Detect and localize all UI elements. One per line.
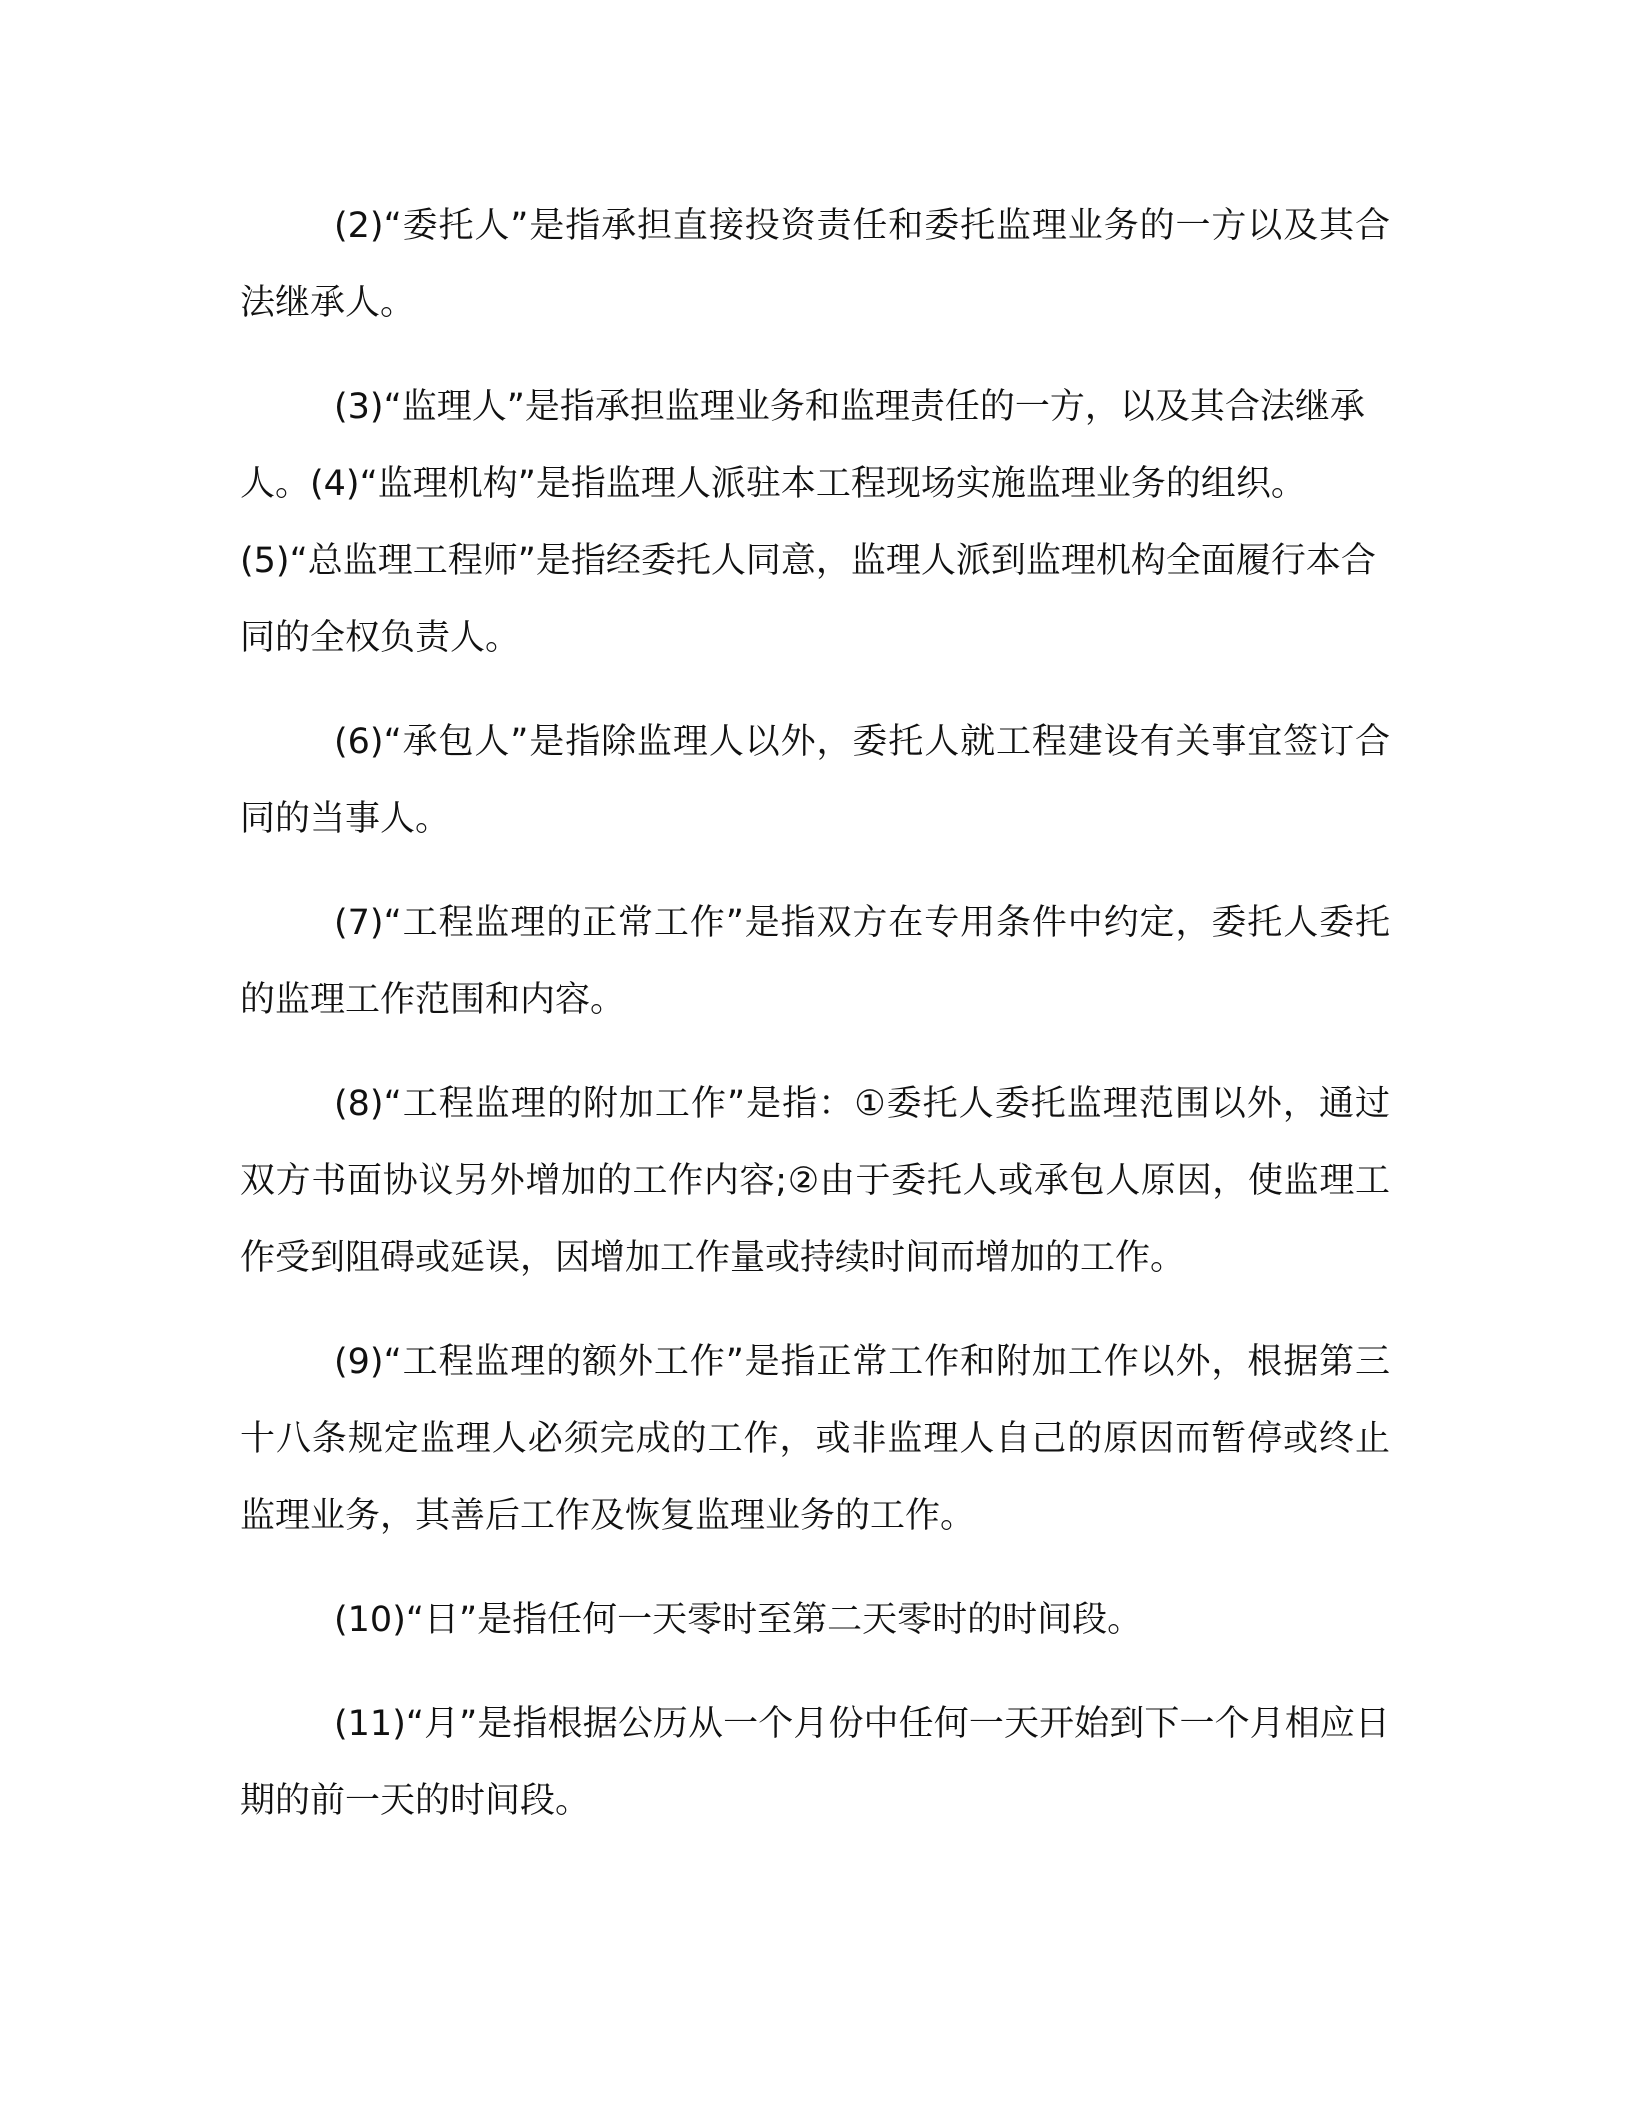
definition-paragraph-7: (7)“工程监理的正常工作”是指双方在专用条件中约定，委托人委托的监理工作范围和内容。 <box>240 903 1390 1020</box>
definition-paragraph-6: (6)“承包人”是指除监理人以外，委托人就工程建设有关事宜签订合同的当事人。 <box>240 722 1390 839</box>
definition-paragraph-11: (11)“月”是指根据公历从一个月份中任何一天开始到下一个月相应日期的前一天的时间段。 <box>240 1704 1390 1821</box>
definition-paragraph-2: (2)“委托人”是指承担直接投资责任和委托监理业务的一方以及其合法继承人。 <box>240 206 1390 323</box>
definition-paragraph-9: (9)“工程监理的额外工作”是指正常工作和附加工作以外，根据第三十八条规定监理人必须完成的工作，或非监理人自己的原因而暂停或终止监理业务，其善后工作及恢复监理业务的工作。 <box>240 1342 1390 1536</box>
definition-paragraph-10: (10)“日”是指任何一天零时至第二天零时的时间段。 <box>334 1600 1143 1640</box>
document-body <box>240 188 1390 1867</box>
definition-paragraph-3-5: (3)“监理人”是指承担监理业务和监理责任的一方，以及其合法继承人。(4)“监理机构”是指监理人派驻本工程现场实施监理业务的组织。(5)“总监理工程师”是指经委托人同意，监理人派到监理机构全面履行本合同的全权负责人。 <box>240 387 1376 658</box>
definition-paragraph-8: (8)“工程监理的附加工作”是指：①委托人委托监理范围以外，通过双方书面协议另外增加的工作内容;②由于委托人或承包人原因，使监理工作受到阻碍或延误，因增加工作量或持续时间而增加的工作。 <box>240 1084 1390 1278</box>
